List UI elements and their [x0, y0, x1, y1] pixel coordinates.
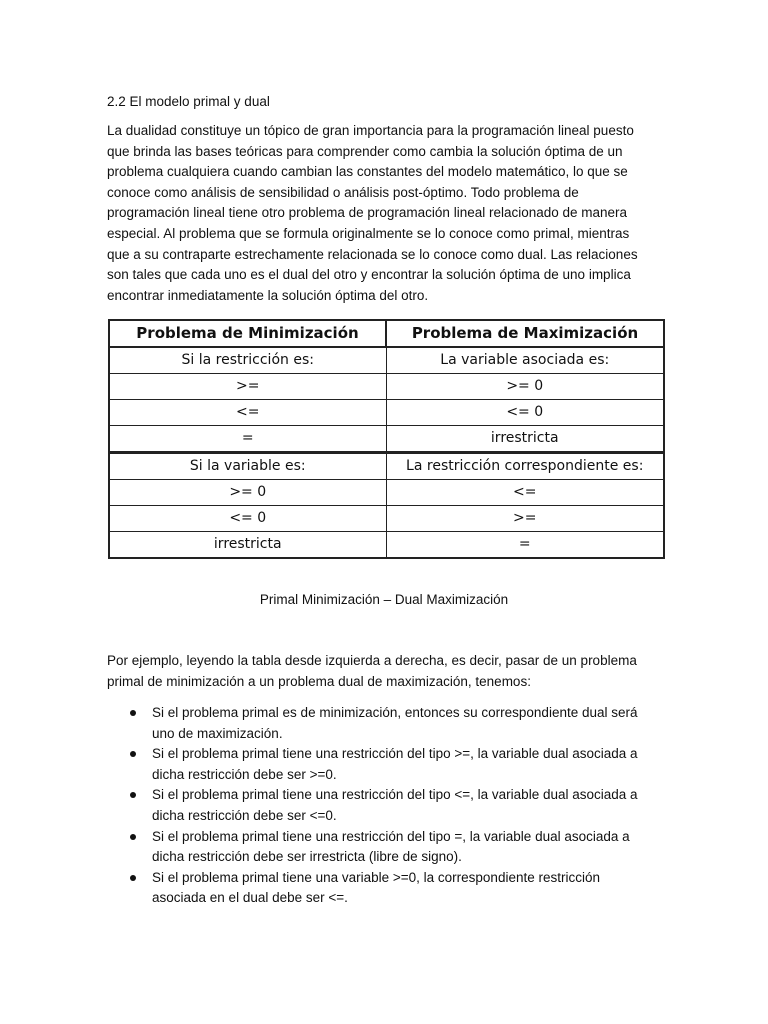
table-row — [109, 453, 664, 480]
bullet-dot-icon — [130, 834, 136, 840]
table-row — [109, 506, 664, 532]
table-cell: <= 0 — [109, 506, 386, 532]
list-item — [107, 827, 652, 868]
list-item — [107, 744, 652, 785]
example-paragraph: Por ejemplo, leyendo la tabla desde izquierda a derecha, es decir, pasar de un problema primal de minimización a un problema dual de maximización, tenemos: — [107, 653, 637, 689]
table-cell: >= 0 — [109, 480, 386, 506]
list-item — [107, 868, 652, 909]
bullet-dot-icon — [130, 875, 136, 881]
table-row — [109, 400, 664, 426]
table-cell: >= — [386, 506, 664, 532]
table-cell: >= 0 — [386, 374, 664, 400]
table-row — [109, 426, 664, 453]
table-row — [109, 532, 664, 559]
list-item-text: Si el problema primal tiene una restricción del tipo =, la variable dual asociada a dicha restricción debe ser irrestricta (libre de signo). — [152, 828, 630, 865]
section2-left-title: Si la variable es: — [109, 453, 386, 480]
section-heading: 2.2 El modelo primal y dual — [107, 94, 270, 109]
intro-paragraph: La dualidad constituye un tópico de gran importancia para la programación lineal puesto que brinda las bases teóricas para comprender como cambia la solución óptima de un problema cualquiera cuando cambian las constantes del modelo matemático, lo que se conoce como análisis de sensibilidad o análisis post-óptimo. Todo problema de programación lineal tiene otro problema de programación lineal relacionado de manera especial. Al problema que se formula originalmente se lo conoce como primal, mientras que a su contraparte estrechamente relacionada se lo conoce como dual. Las relaciones son tales que cada uno es el dual del otro y encontrar la solución óptima de uno implica encontrar inmediatamente la solución óptima del otro. — [107, 123, 638, 303]
table-caption: Primal Minimización – Dual Maximización — [259, 592, 509, 607]
list-item-text: Si el problema primal es de minimización, entonces su correspondiente dual será uno de maximización. — [152, 705, 638, 741]
list-item-text: Si el problema primal tiene una variable >=0, la correspondiente restricción asociada en el dual debe ser <=. — [152, 869, 600, 906]
table-row — [109, 347, 664, 374]
table-cell: <= — [386, 480, 664, 506]
table-cell: <= 0 — [386, 400, 664, 426]
table-row — [109, 480, 664, 506]
header-minimization: Problema de Minimización — [109, 320, 386, 347]
table-cell: irrestricta — [109, 532, 386, 559]
bullet-dot-icon — [130, 751, 136, 757]
primal-dual-table — [108, 319, 665, 559]
header-maximization: Problema de Maximización — [386, 320, 664, 347]
bullet-dot-icon — [130, 710, 136, 716]
list-item — [107, 785, 652, 826]
list-item — [107, 703, 652, 744]
list-item-text: Si el problema primal tiene una restricción del tipo <=, la variable dual asociada a dicha restricción debe ser <=0. — [152, 787, 638, 823]
section1-left-title: Si la restricción es: — [109, 347, 386, 374]
section2-right-title: La restricción correspondiente es: — [386, 453, 664, 480]
table-cell: = — [386, 532, 664, 559]
table-header-row — [109, 320, 664, 347]
table-cell: = — [109, 426, 386, 453]
section1-right-title: La variable asociada es: — [386, 347, 664, 374]
bullet-dot-icon — [130, 792, 136, 798]
table-row — [109, 374, 664, 400]
table-cell: <= — [109, 400, 386, 426]
rules-list — [107, 703, 652, 909]
table-cell: irrestricta — [386, 426, 664, 453]
list-item-text: Si el problema primal tiene una restricción del tipo >=, la variable dual asociada a dicha restricción debe ser >=0. — [152, 746, 638, 782]
table-cell: >= — [109, 374, 386, 400]
